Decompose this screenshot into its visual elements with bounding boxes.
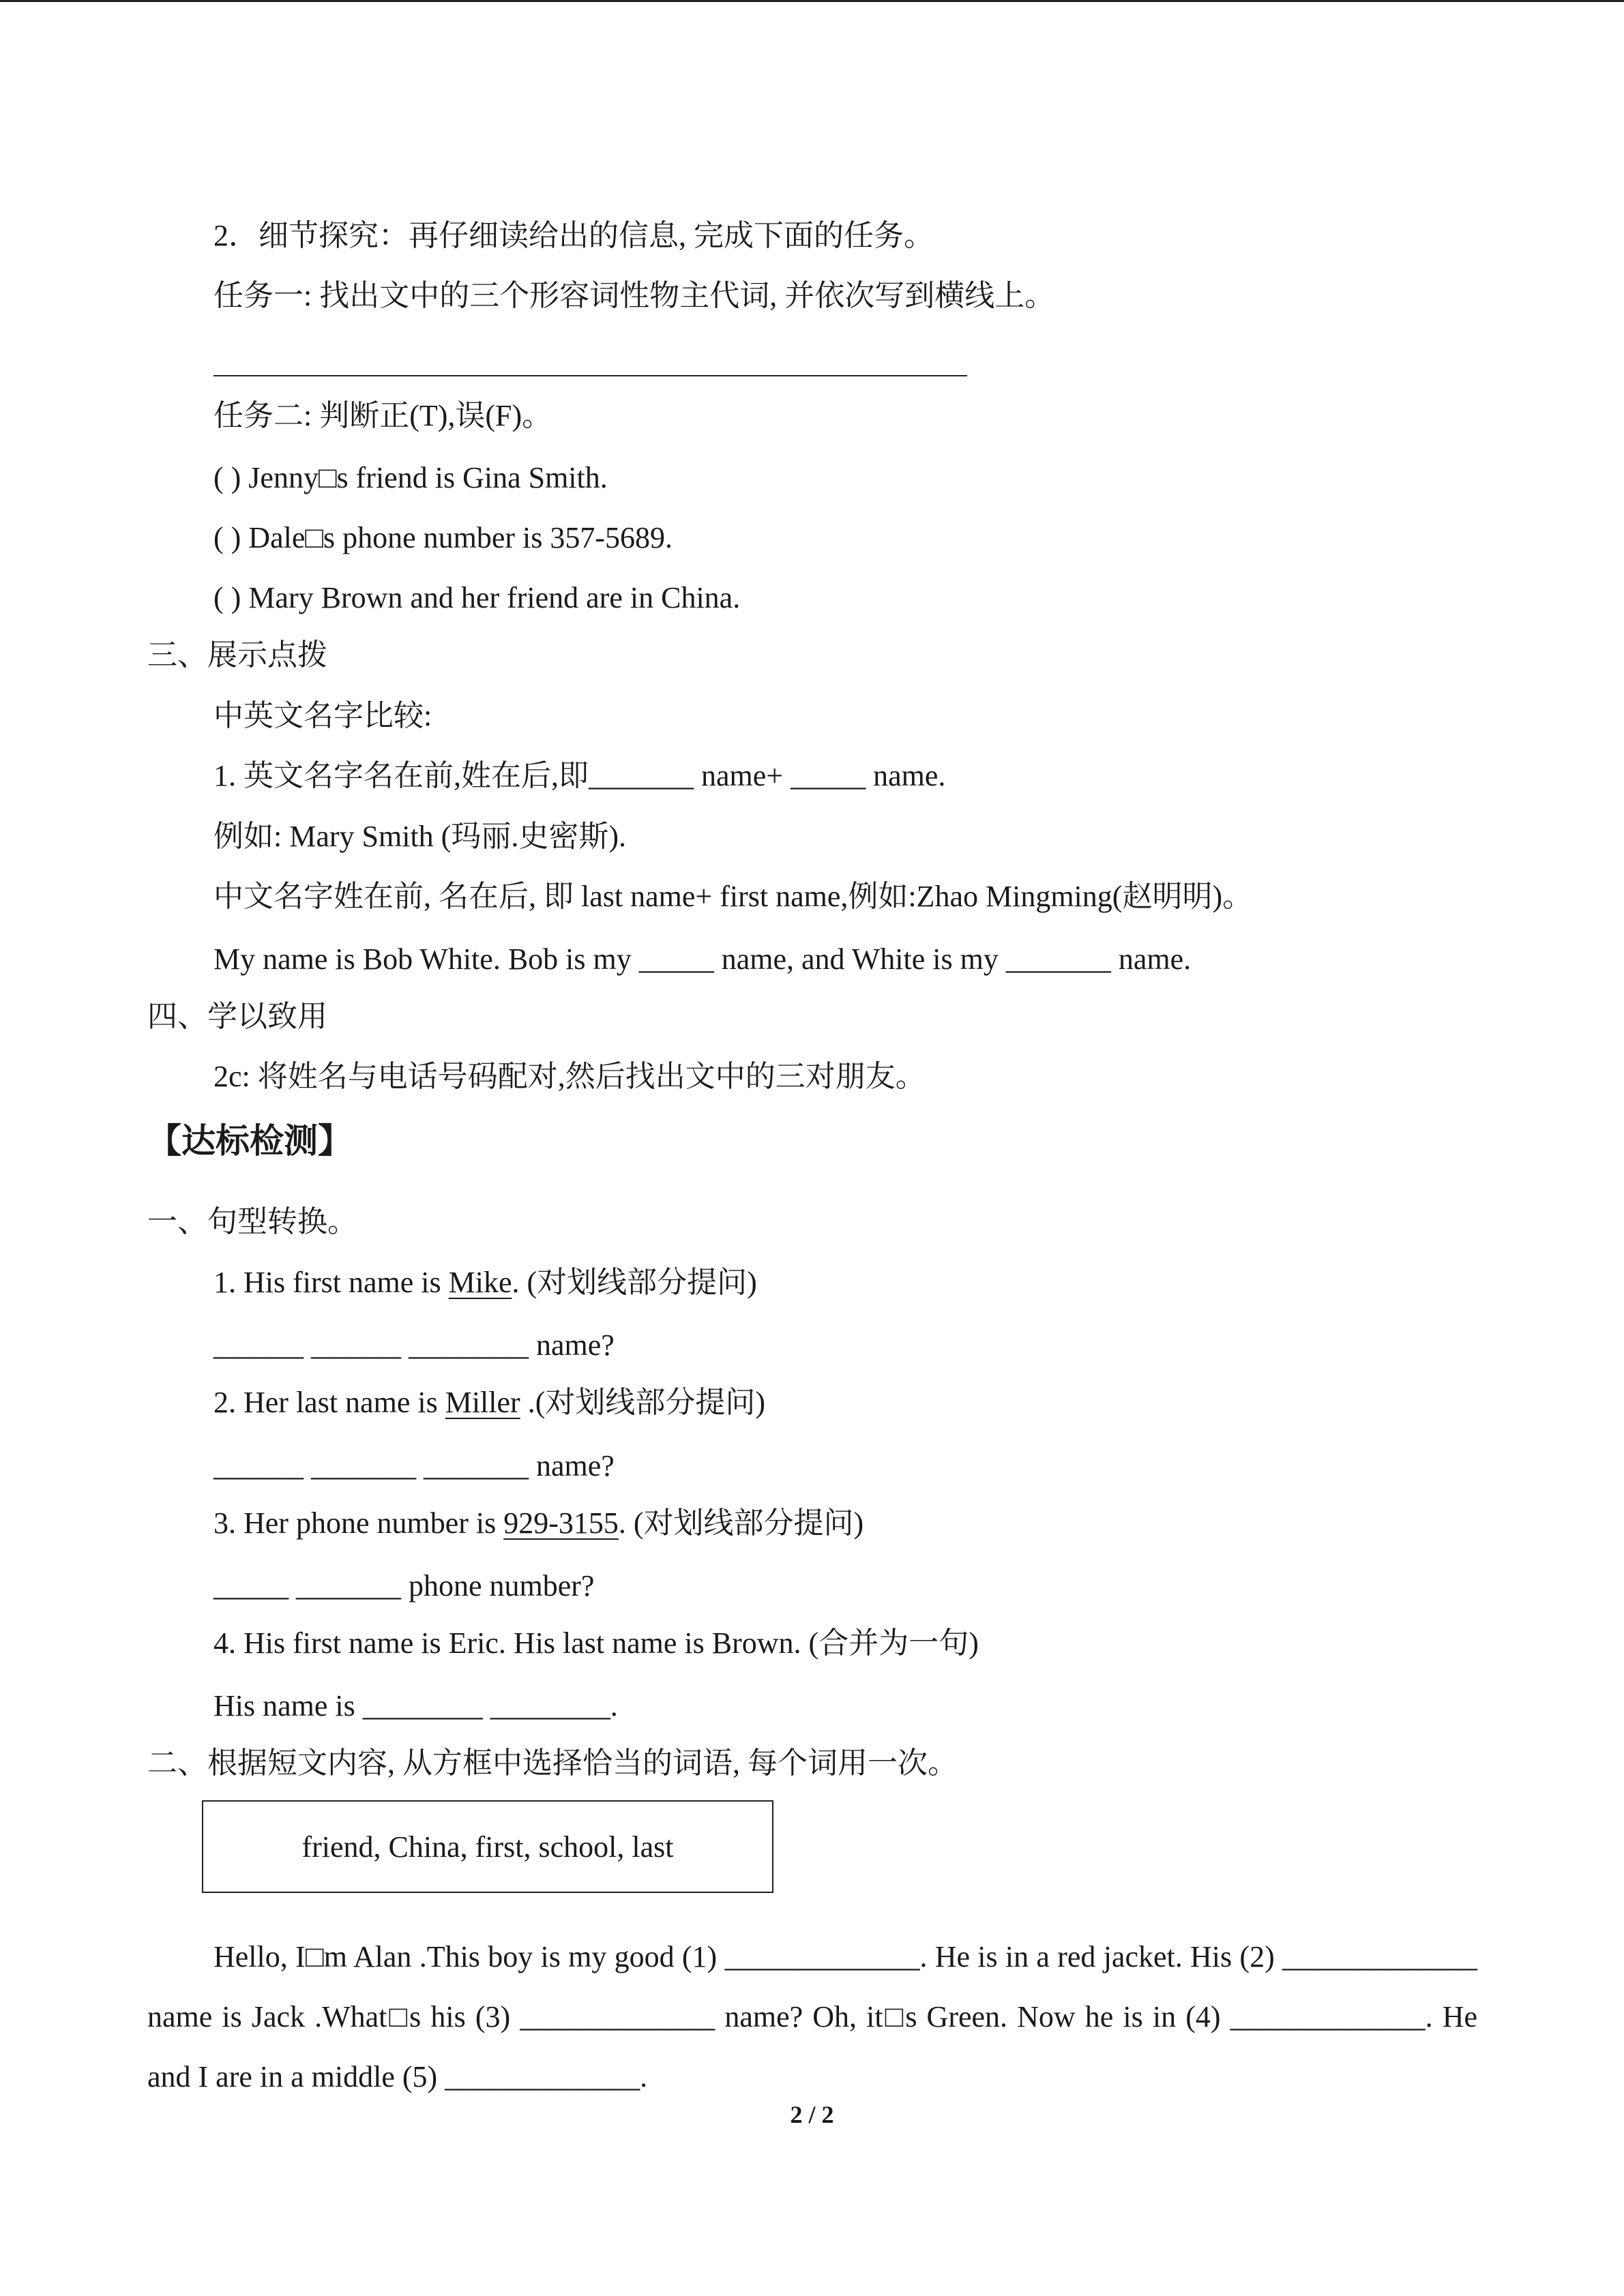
show-line-1: 1. 英文名字名在前,姓在后,即_______ name+ _____ name. (213, 759, 946, 792)
word-box (202, 1800, 773, 1893)
apply-line: 2c: 将姓名与电话号码配对,然后找出文中的三对朋友。 (213, 1060, 926, 1093)
question-1: 1. His first name is Mike. (对划线部分提问) (213, 1266, 757, 1299)
show-line-4: My name is Bob White. Bob is my _____ name, and White is my _______ name. (213, 942, 1192, 976)
question-2: 2. Her last name is Miller .(对划线部分提问) (213, 1386, 765, 1419)
part1-heading: 一、句型转换。 (147, 1205, 357, 1238)
tf-item-3: ( ) Mary Brown and her friend are in China. (213, 581, 741, 614)
show-line-3: 中文名字姓在前, 名在后, 即 last name+ first name,例如:Zhao Mingming(赵明明)。 (213, 880, 1253, 913)
task2-text: 任务二: 判断正(T),误(F)。 (213, 399, 552, 432)
show-line-2: 例如: Mary Smith (玛丽.史密斯). (213, 820, 626, 853)
page-number: 2 / 2 (790, 2101, 834, 2128)
answer-line (213, 375, 967, 376)
tf-item-2: ( ) Dale□s phone number is 357-5689. (213, 521, 673, 554)
top-border (0, 0, 1624, 2)
tf-item-1: ( ) Jenny□s friend is Gina Smith. (213, 461, 608, 494)
part2-heading: 二、根据短文内容, 从方框中选择恰当的词语, 每个词用一次。 (147, 1746, 958, 1780)
show-heading: 三、展示点拨 (147, 638, 327, 672)
question-4: 4. His first name is Eric. His last name is Brown. (合并为一句) (213, 1626, 979, 1660)
show-intro: 中英文名字比较: (213, 699, 432, 732)
cloze-passage: Hello, I□m Alan .This boy is my good (1) _____________. He is in a red jacket. His (2) _____________ name is Jack .What□s his (3) _____________ name? Oh, it□s Green. Now he is in (4) _____________. He and I are in a middle (5) _____________. (147, 1940, 1477, 2093)
task1-text: 任务一: 找出文中的三个形容词性物主代词, 并依次写到横线上。 (213, 279, 1055, 312)
question-4-answer: His name is ________ ________. (213, 1689, 618, 1723)
question-3-answer: _____ _______ phone number? (213, 1569, 595, 1602)
question-3: 3. Her phone number is 929-3155. (对划线部分提问) (213, 1506, 864, 1540)
word-box-text: friend, China, first, school, last (301, 1830, 674, 1864)
question-1-answer: ______ ______ ________ name? (213, 1328, 615, 1362)
test-title: 【达标检测】 (147, 1121, 352, 1161)
apply-heading: 四、学以致用 (147, 1000, 327, 1033)
question-2-answer: ______ _______ _______ name? (213, 1449, 615, 1482)
detail-heading: 2．细节探究：再仔细读给出的信息, 完成下面的任务。 (213, 219, 934, 252)
